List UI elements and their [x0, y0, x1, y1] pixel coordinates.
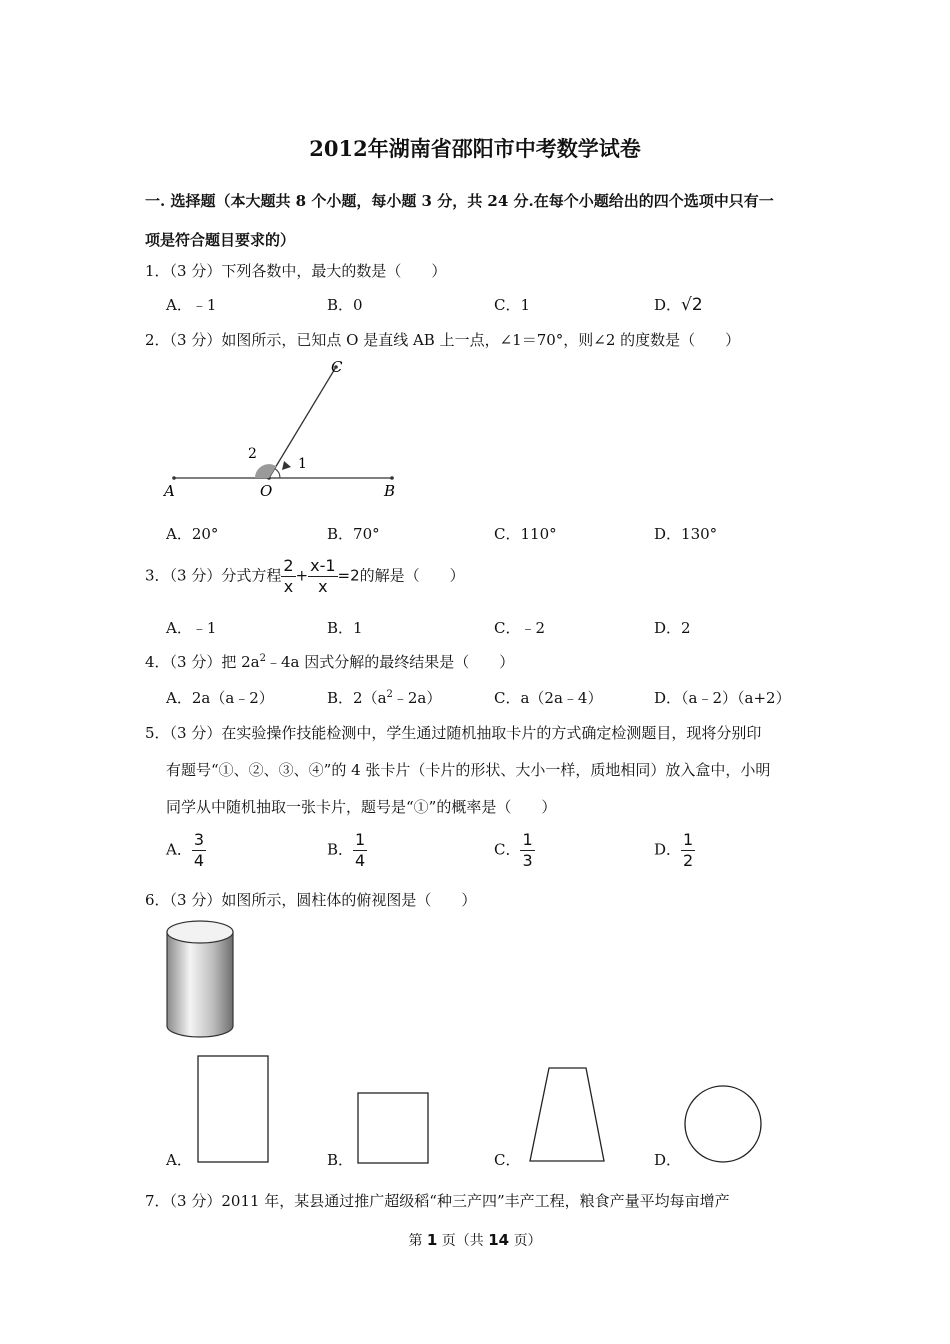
q5-c-numerator: 1	[522, 830, 533, 849]
section-heading-line2: 项是符合题目要求的）	[145, 231, 296, 249]
page-footer	[0, 1230, 950, 1250]
label-1: 1	[298, 456, 307, 472]
q6-option-d-circle	[680, 1080, 770, 1170]
q4-option-b-suffix: ﹣2a）	[392, 689, 442, 707]
q2-option-b: B．70°	[327, 525, 380, 543]
angle-1-arc	[275, 469, 280, 478]
q6-option-d: D．	[654, 1151, 682, 1169]
angle-1-arrow	[282, 461, 291, 470]
section-heading-line1: 一. 选择题（本大题共 8 个小题，每小题 3 分，共 24 分.在每个小题给出的四个选项中只有一	[145, 192, 774, 210]
q3-stem	[145, 556, 465, 597]
q1-option-d-radical: √2	[681, 295, 703, 315]
q3-option-a: A．﹣1	[166, 619, 217, 637]
angle-2-marker	[255, 464, 276, 478]
q4-option-b-exponent: 2	[386, 689, 393, 700]
q5-a-numerator: 3	[193, 830, 205, 849]
q5-stem-line1: 5．（3 分）在实验操作技能检测中，学生通过随机抽取卡片的方式确定检测题目，现将分别印	[145, 724, 762, 742]
q5-option-c-fraction	[520, 830, 534, 871]
q4-stem	[145, 651, 514, 672]
label-a: A	[164, 482, 175, 500]
q4-stem-prefix: 4．（3 分）把 2a	[145, 653, 260, 671]
label-o: O	[260, 482, 273, 500]
q1-option-b: B．0	[327, 296, 363, 314]
q2-angle-figure	[160, 355, 410, 505]
q1-option-a: A．﹣1	[166, 296, 217, 314]
q3-option-d: D．2	[654, 619, 691, 637]
q1-option-d	[654, 294, 703, 315]
footer-total-pages: 14	[488, 1231, 510, 1249]
q5-option-c	[494, 830, 535, 871]
q6-option-a: A．	[166, 1151, 192, 1169]
q4-stem-exponent: 2	[259, 653, 266, 664]
cylinder-top	[167, 921, 233, 943]
q5-c-denominator: 3	[522, 851, 533, 870]
q3-option-b: B．1	[327, 619, 363, 637]
q5-option-a-label: A．	[166, 840, 192, 859]
label-b: B	[384, 482, 396, 500]
point-a	[172, 476, 176, 480]
q4-option-a: A．2a（a﹣2）	[166, 689, 274, 707]
q3-frac2-numerator: x-1	[310, 556, 336, 575]
label-2: 2	[248, 446, 257, 462]
footer-page-number: 1	[426, 1231, 438, 1249]
q3-frac1-numerator: 2	[283, 556, 294, 575]
q5-a-denominator: 4	[193, 851, 205, 870]
q5-stem-line2: 有题号“①、②、③、④”的 4 张卡片（卡片的形状、大小一样，质地相同）放入盒中，小明	[166, 761, 771, 779]
q5-option-d	[654, 830, 695, 871]
q3-fraction-2	[308, 556, 337, 597]
q3-frac1-denominator: x	[283, 577, 294, 596]
footer-suffix: 页）	[513, 1233, 542, 1249]
q2-option-d: D．130°	[654, 525, 718, 543]
q2-stem: 2．（3 分）如图所示，已知点 O 是直线 AB 上一点，∠1＝70°，则∠2 的度数是（ ）	[145, 331, 741, 349]
q3-plus: +	[295, 566, 309, 585]
q5-d-numerator: 1	[683, 830, 694, 849]
q6-option-c-trapezoid	[518, 1060, 618, 1170]
q2-option-c: C．110°	[494, 525, 557, 543]
q6-option-a-tall-rectangle	[190, 1050, 280, 1170]
q5-option-d-label: D．	[654, 840, 682, 859]
q3-fraction-1	[281, 556, 295, 597]
q4-option-d: D．（a﹣2）（a+2）	[654, 689, 791, 707]
q5-b-denominator: 4	[355, 851, 366, 870]
q5-option-d-fraction	[681, 830, 695, 871]
q3-option-c: C．﹣2	[494, 619, 546, 637]
q6-option-c: C．	[494, 1151, 521, 1169]
q4-option-b	[327, 687, 441, 708]
q6-option-b-square	[350, 1087, 440, 1172]
q1-option-c: C．1	[494, 296, 531, 314]
q5-b-numerator: 1	[355, 830, 366, 849]
footer-middle: 页（共	[441, 1233, 484, 1249]
q6-cylinder-figure	[163, 918, 237, 1042]
q5-option-b-fraction	[353, 830, 367, 871]
q2-option-a: A．20°	[166, 525, 219, 543]
q4-option-c: C．a（2a﹣4）	[494, 689, 603, 707]
page-title: 2012年湖南省邵阳市中考数学试卷	[309, 136, 641, 161]
q3-stem-prefix: 3．（3 分）分式方程	[145, 566, 282, 585]
q5-stem-line3: 同学从中随机抽取一张卡片，题号是“①”的概率是（ ）	[166, 798, 557, 816]
label-c: C	[331, 358, 343, 376]
q4-stem-suffix: ﹣4a 因式分解的最终结果是（ ）	[266, 653, 515, 671]
q5-option-a	[166, 830, 206, 871]
q7-stem: 7．（3 分）2011 年，某县通过推广超级稻“种三产四”丰产工程，粮食产量平均每亩增产	[145, 1192, 730, 1210]
q5-option-b	[327, 830, 367, 871]
q1-option-d-label: D．	[654, 296, 682, 314]
cylinder-body	[167, 932, 233, 1037]
q5-d-denominator: 2	[683, 851, 694, 870]
q3-frac2-denominator: x	[318, 577, 328, 596]
point-b	[390, 476, 394, 480]
q5-option-c-label: C．	[494, 840, 521, 859]
q4-option-b-prefix: B．2（a	[327, 689, 387, 707]
footer-prefix: 第	[408, 1233, 423, 1249]
q6-option-b: B．	[327, 1151, 354, 1169]
q6-stem: 6．（3 分）如图所示，圆柱体的俯视图是（ ）	[145, 891, 477, 909]
q1-stem: 1．（3 分）下列各数中，最大的数是（ ）	[145, 262, 447, 280]
q5-option-a-fraction	[192, 830, 206, 871]
q3-equals: =2	[337, 566, 360, 585]
q3-stem-suffix: 的解是（ ）	[359, 566, 465, 585]
q5-option-b-label: B．	[327, 840, 354, 859]
